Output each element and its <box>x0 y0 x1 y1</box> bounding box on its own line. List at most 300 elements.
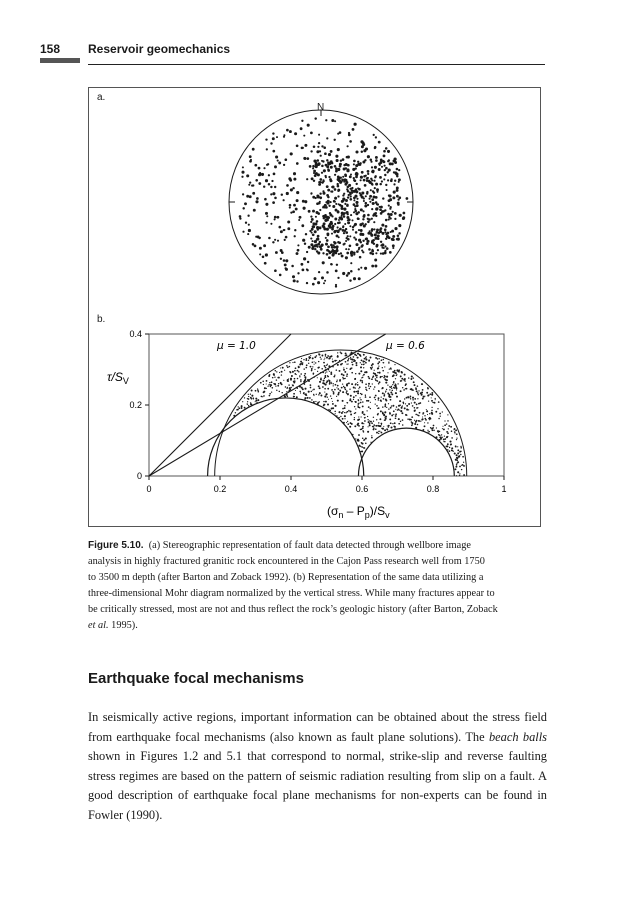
fracture-point <box>446 423 447 424</box>
fracture-point <box>444 420 445 421</box>
fracture-point <box>255 398 257 400</box>
fracture-point <box>295 390 296 391</box>
fault-pole <box>398 169 400 171</box>
fault-pole <box>357 163 360 166</box>
fracture-point <box>397 410 398 411</box>
fault-pole <box>383 178 385 180</box>
fracture-point <box>343 386 344 387</box>
fault-pole <box>380 206 383 209</box>
fault-pole <box>327 200 330 203</box>
fault-pole <box>388 205 390 207</box>
fracture-point <box>391 414 393 416</box>
fracture-point <box>368 406 370 408</box>
fracture-point <box>355 387 356 388</box>
fault-pole <box>347 221 350 224</box>
fracture-point <box>325 375 327 377</box>
fracture-point <box>409 397 410 398</box>
fracture-point <box>271 381 273 383</box>
fault-pole <box>384 231 386 233</box>
fracture-point <box>255 400 257 402</box>
fracture-point <box>306 364 308 366</box>
fracture-point <box>363 367 364 368</box>
fault-pole <box>367 221 370 224</box>
fault-pole <box>337 195 339 197</box>
fault-pole <box>303 207 306 210</box>
fracture-point <box>319 381 321 383</box>
fracture-point <box>348 410 350 412</box>
fracture-point <box>371 437 373 439</box>
fracture-point <box>358 434 360 436</box>
fault-pole <box>319 209 321 211</box>
fault-pole <box>283 199 285 201</box>
fracture-point <box>351 352 353 354</box>
fracture-point <box>290 387 291 388</box>
fracture-point <box>459 475 460 476</box>
fracture-point <box>385 418 387 420</box>
fault-pole <box>304 144 307 147</box>
fault-pole <box>334 120 336 122</box>
fault-pole <box>313 160 316 163</box>
body-text-part-2: shown in Figures 1.2 and 5.1 that correspond to normal, strike-slip and reverse faulting stress regimes are based on the pattern of seismic radiation resulting from slip on a fault. A good description of earthquake focal plane mechanisms for non-experts can be found in Fowler (1990). <box>88 749 547 822</box>
x-tick-label: 1 <box>501 484 507 494</box>
fracture-point <box>312 357 314 359</box>
fault-pole <box>341 255 344 258</box>
fault-pole <box>360 267 362 269</box>
fracture-point <box>361 446 363 448</box>
fault-pole <box>315 165 318 168</box>
fracture-point <box>442 426 443 427</box>
fault-pole <box>278 161 281 164</box>
fracture-point <box>378 433 379 434</box>
fracture-point <box>375 357 377 359</box>
mohr-axis-ticks <box>129 329 506 494</box>
fault-pole <box>256 197 259 200</box>
fracture-point <box>346 393 347 394</box>
fault-pole <box>384 228 387 231</box>
fault-pole <box>335 203 337 205</box>
fracture-point <box>361 380 363 382</box>
fault-pole <box>329 226 332 229</box>
fault-pole <box>262 256 265 259</box>
fracture-point <box>282 367 284 369</box>
fracture-point <box>361 416 362 417</box>
fracture-point <box>308 391 310 393</box>
fracture-point <box>346 364 347 365</box>
caption-et-al: et al. <box>88 620 109 631</box>
fracture-point <box>358 403 359 404</box>
fracture-point <box>366 410 367 411</box>
fault-pole <box>383 150 386 153</box>
fault-pole <box>255 179 258 182</box>
fault-pole <box>345 228 347 230</box>
fault-pole <box>263 244 266 247</box>
fault-pole <box>310 215 312 217</box>
fracture-point <box>363 431 365 433</box>
fracture-point <box>446 431 447 432</box>
fracture-point <box>378 422 379 423</box>
fracture-point <box>341 387 343 389</box>
fracture-point <box>280 382 282 384</box>
fault-pole <box>375 237 377 239</box>
fault-pole <box>369 195 372 198</box>
fracture-point <box>305 394 307 396</box>
fault-pole <box>322 252 324 254</box>
fracture-point <box>404 398 405 399</box>
fracture-point <box>435 399 436 400</box>
fault-pole <box>280 249 283 252</box>
fracture-point <box>327 397 328 398</box>
fracture-point <box>361 443 363 445</box>
fracture-point <box>347 423 349 425</box>
fracture-point <box>365 437 367 439</box>
fault-pole <box>272 241 274 243</box>
fracture-point <box>454 431 456 433</box>
fracture-point <box>355 378 356 379</box>
fracture-point <box>400 421 401 422</box>
fracture-point <box>365 443 367 445</box>
fault-pole <box>342 272 345 275</box>
fault-pole <box>343 208 346 211</box>
fracture-point <box>360 399 362 401</box>
fracture-point <box>451 437 453 439</box>
fracture-point <box>370 421 372 423</box>
fault-pole <box>370 189 372 191</box>
fracture-point <box>398 418 400 420</box>
fracture-point <box>429 431 430 432</box>
fracture-point <box>457 449 459 451</box>
fault-pole <box>316 250 318 252</box>
fault-pole <box>246 174 249 177</box>
fault-pole <box>389 251 392 254</box>
fracture-point <box>407 418 409 420</box>
fault-pole <box>322 225 325 228</box>
header-bar <box>40 58 80 63</box>
fracture-point <box>386 428 388 430</box>
fault-pole <box>334 188 337 191</box>
fracture-point <box>370 408 371 409</box>
fault-pole <box>350 262 352 264</box>
fracture-point <box>388 362 389 363</box>
fault-pole <box>302 239 305 242</box>
fault-pole <box>298 219 300 221</box>
fracture-point <box>346 411 347 412</box>
fracture-point <box>310 384 312 386</box>
fault-pole <box>314 244 317 247</box>
fracture-point <box>331 398 332 399</box>
fault-pole <box>289 130 292 133</box>
fault-pole <box>274 269 277 272</box>
fracture-point <box>355 401 357 403</box>
fracture-point <box>443 441 444 442</box>
fault-pole <box>349 225 351 227</box>
fracture-point <box>394 427 396 429</box>
fault-pole <box>326 249 329 252</box>
fault-pole <box>357 218 359 220</box>
fracture-point <box>362 401 364 403</box>
fracture-point <box>400 390 402 392</box>
fracture-point <box>416 390 418 392</box>
fracture-point <box>392 423 393 424</box>
fracture-point <box>431 394 433 396</box>
fault-pole <box>258 167 261 170</box>
fracture-point <box>319 387 321 389</box>
fracture-point <box>324 392 325 393</box>
fracture-point <box>390 426 392 428</box>
fracture-point <box>365 396 367 398</box>
fault-pole <box>303 257 306 260</box>
fault-pole <box>376 229 379 232</box>
fault-pole <box>388 199 390 201</box>
fault-pole <box>327 189 330 192</box>
fault-pole <box>369 201 371 203</box>
fault-pole <box>239 215 242 218</box>
fracture-point <box>432 427 434 429</box>
fault-pole <box>311 247 314 250</box>
fracture-point <box>414 384 416 386</box>
fracture-point <box>437 408 438 409</box>
fracture-point <box>281 392 282 393</box>
fault-pole <box>258 173 261 176</box>
fracture-point <box>411 421 413 423</box>
fault-pole <box>283 134 285 136</box>
fracture-point <box>304 375 306 377</box>
fracture-point <box>396 406 398 408</box>
fault-pole <box>373 134 375 136</box>
fracture-point <box>353 387 355 389</box>
fracture-point <box>426 410 428 412</box>
fault-pole <box>353 177 355 179</box>
fracture-point <box>346 375 348 377</box>
fault-pole <box>290 188 293 191</box>
fracture-point <box>367 419 368 420</box>
fracture-point <box>271 391 272 392</box>
fault-pole <box>308 246 311 249</box>
fault-pole <box>253 209 256 212</box>
fault-pole <box>360 208 363 211</box>
fault-pole <box>332 225 335 228</box>
header-rule <box>88 64 545 65</box>
fracture-point <box>414 420 415 421</box>
fracture-point <box>395 417 397 419</box>
fracture-point <box>316 355 318 357</box>
fault-pole <box>250 159 252 161</box>
fault-pole <box>335 155 338 158</box>
fault-pole <box>344 174 347 177</box>
fracture-point <box>364 420 366 422</box>
fault-pole <box>331 233 333 235</box>
fault-pole <box>341 212 344 215</box>
caption-line-4: three-dimensional Mohr diagram normalized by the vertical stress. While many fractures appear to <box>88 588 495 599</box>
fault-pole <box>335 270 338 273</box>
fault-pole <box>320 248 323 251</box>
fault-pole <box>355 176 358 179</box>
fault-pole <box>351 191 353 193</box>
fault-pole <box>354 208 356 210</box>
fracture-point <box>354 425 356 427</box>
fault-pole <box>371 253 374 256</box>
fracture-point <box>375 428 377 430</box>
fracture-point <box>444 435 445 436</box>
fracture-point <box>275 370 276 371</box>
fault-pole <box>275 155 278 158</box>
fracture-point <box>375 403 376 404</box>
fracture-point <box>251 390 253 392</box>
fault-pole <box>274 239 276 241</box>
fault-pole <box>371 198 374 201</box>
fracture-point <box>460 454 461 455</box>
fracture-point <box>257 388 258 389</box>
fracture-point <box>286 391 287 392</box>
fracture-point <box>361 422 363 424</box>
fault-pole <box>363 179 366 182</box>
fracture-point <box>395 409 396 410</box>
fault-pole <box>332 186 335 189</box>
fault-pole <box>334 223 336 225</box>
fault-pole <box>374 166 377 169</box>
fracture-point <box>358 425 360 427</box>
fracture-point <box>393 414 394 415</box>
fracture-point <box>448 425 450 427</box>
fault-pole <box>302 147 304 149</box>
fault-pole <box>313 170 316 173</box>
fracture-point <box>364 358 366 360</box>
fault-pole <box>339 204 342 207</box>
fracture-point <box>283 380 284 381</box>
friction-line-mu-1-0 <box>149 334 291 476</box>
fault-pole <box>336 159 339 162</box>
fault-pole <box>310 193 312 195</box>
fracture-point <box>328 356 329 357</box>
fracture-point <box>411 425 413 427</box>
fracture-point <box>423 396 425 398</box>
fault-pole <box>273 173 276 176</box>
fault-pole <box>379 183 381 185</box>
fault-pole <box>345 199 348 202</box>
fault-pole <box>317 228 319 230</box>
fracture-point <box>396 389 397 390</box>
stereonet-poles <box>239 117 409 287</box>
fracture-point <box>362 405 364 407</box>
fracture-point <box>318 394 319 395</box>
fault-pole <box>249 155 252 158</box>
fracture-point <box>344 407 346 409</box>
fracture-point <box>342 391 344 393</box>
fracture-point <box>456 454 458 456</box>
fracture-point <box>376 405 378 407</box>
fault-pole <box>388 169 391 172</box>
fault-pole <box>248 184 250 186</box>
fracture-point <box>369 420 370 421</box>
fault-pole <box>284 158 287 161</box>
fault-pole <box>375 156 378 159</box>
fault-pole <box>305 233 307 235</box>
fault-pole <box>358 268 360 270</box>
fracture-point <box>371 422 373 424</box>
fracture-point <box>414 398 416 400</box>
fault-pole <box>368 248 371 251</box>
fracture-point <box>320 358 321 359</box>
fault-pole <box>350 214 352 216</box>
fault-pole <box>387 160 389 162</box>
fracture-point <box>300 381 301 382</box>
fracture-point <box>315 362 316 363</box>
fracture-point <box>447 414 448 415</box>
fracture-point <box>314 369 315 370</box>
fault-pole <box>355 150 358 153</box>
fracture-point <box>424 415 425 416</box>
fracture-point <box>279 391 281 393</box>
fracture-point <box>339 390 341 392</box>
fracture-point <box>357 390 359 392</box>
fault-pole <box>349 235 351 237</box>
fault-pole <box>300 263 303 266</box>
fault-pole <box>321 172 323 174</box>
fault-pole <box>242 193 244 195</box>
fault-pole <box>387 213 390 216</box>
fracture-point <box>403 389 405 391</box>
fracture-point <box>334 374 335 375</box>
fault-pole <box>258 182 261 185</box>
fault-pole <box>334 165 337 168</box>
fault-pole <box>306 282 308 284</box>
fault-pole <box>377 234 380 237</box>
fault-pole <box>342 194 344 196</box>
fracture-point <box>312 362 314 364</box>
fracture-point <box>328 376 329 377</box>
panel-b-label: b. <box>97 314 106 325</box>
fault-pole <box>297 249 300 252</box>
fracture-point <box>329 383 331 385</box>
fault-pole <box>324 219 327 222</box>
fault-pole <box>310 221 312 223</box>
fault-pole <box>293 204 296 207</box>
fracture-point <box>361 364 363 366</box>
fracture-point <box>281 371 283 373</box>
fault-pole <box>340 159 342 161</box>
fault-pole <box>286 129 289 132</box>
fracture-point <box>275 385 276 386</box>
fracture-point <box>336 381 337 382</box>
fault-pole <box>296 162 299 165</box>
fault-pole <box>343 215 346 218</box>
fracture-point <box>335 384 337 386</box>
fault-pole <box>376 244 379 247</box>
fracture-point <box>378 399 379 400</box>
fault-pole <box>274 186 276 188</box>
fracture-point <box>368 421 370 423</box>
fault-pole <box>310 150 312 152</box>
fracture-point <box>250 402 251 403</box>
fault-pole <box>402 217 405 220</box>
fracture-point <box>373 389 374 390</box>
fracture-point <box>274 376 275 377</box>
fracture-point <box>395 415 397 417</box>
fracture-point <box>408 409 409 410</box>
fracture-point <box>320 377 322 379</box>
fault-pole <box>268 174 270 176</box>
fracture-point <box>321 368 323 370</box>
fracture-point <box>380 432 382 434</box>
fracture-point <box>301 358 302 359</box>
fault-pole <box>358 277 361 280</box>
fault-pole <box>347 155 350 158</box>
fault-pole <box>374 233 377 236</box>
fault-pole <box>279 274 282 277</box>
fracture-point <box>419 412 421 414</box>
fault-pole <box>362 218 364 220</box>
y-tick-label: 0 <box>136 471 142 481</box>
fracture-point <box>389 389 390 390</box>
